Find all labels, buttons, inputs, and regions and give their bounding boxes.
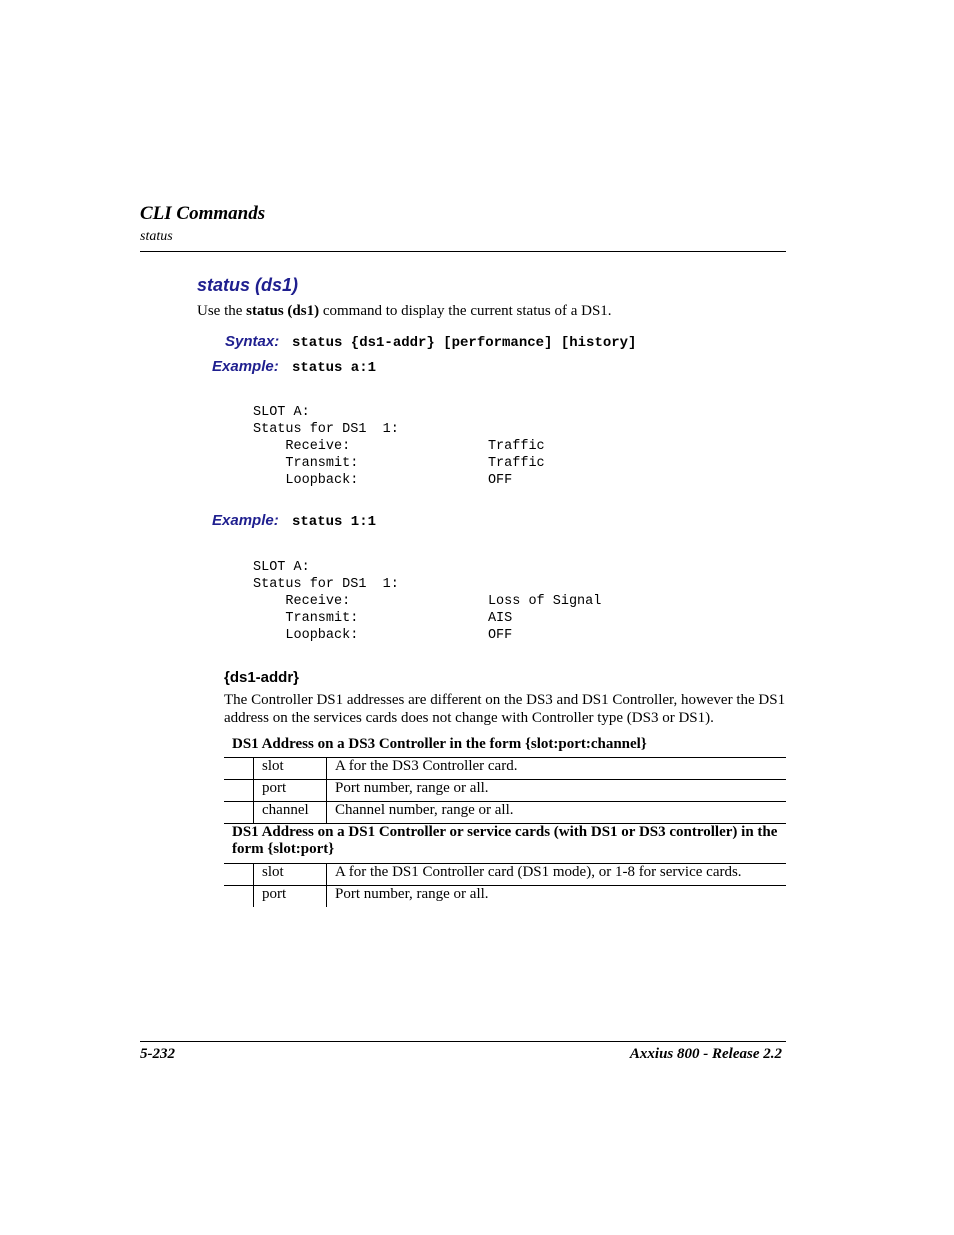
field-desc: Channel number, range or all.: [335, 802, 514, 818]
table-row: [224, 864, 786, 886]
field-desc: A for the DS3 Controller card.: [327, 758, 787, 780]
example-command-1: status a:1: [292, 360, 377, 376]
ds1-address-table: [224, 864, 786, 907]
document-title: Axxius 800 - Release 2.2: [629, 1046, 782, 1062]
header-rule: [140, 251, 786, 252]
example-output-2: SLOT A: Status for DS1 1: Receive: Loss of Signal Transmit: AIS Loopback: OFF: [253, 560, 602, 644]
table-row: [224, 780, 786, 802]
param-description: The Controller DS1 addresses are different on the DS3 and DS1 Controller, however the DS1 address on the services cards does not change with Controller type (DS3 or DS1).: [224, 692, 786, 726]
example-label-1: Example:: [212, 358, 279, 375]
intro-paragraph: [197, 303, 612, 320]
chapter-title: CLI Commands: [140, 203, 266, 224]
ds3-address-table: [224, 758, 786, 823]
field-name: slot: [254, 758, 327, 780]
syntax-line: [225, 333, 279, 351]
field-desc: A for the DS1 Controller card (DS1 mode), or 1-8 for service cards.: [327, 864, 787, 886]
ds3-table-caption: DS1 Address on a DS3 Controller in the form {slot:port:channel}: [232, 736, 647, 752]
intro-text-pre: Use the: [197, 303, 247, 319]
field-name: channel: [254, 802, 327, 824]
intro-text-post: command to display the current status of a DS1.: [319, 303, 612, 319]
table-row: [224, 886, 786, 908]
page-number: 5-232: [140, 1046, 175, 1062]
table-row: [224, 758, 786, 780]
syntax-command: status {ds1-addr} [performance] [history]: [292, 335, 637, 351]
section-title: status (ds1): [197, 275, 299, 295]
footer-rule: [140, 1041, 786, 1042]
param-heading: {ds1-addr}: [224, 669, 300, 686]
field-name: port: [254, 886, 327, 908]
intro-command: status (ds1): [246, 303, 320, 319]
field-desc: Port number, range or all.: [335, 886, 489, 902]
example-label-2: Example:: [212, 512, 279, 529]
ds1-table-caption: DS1 Address on a DS1 Controller or service cards (with DS1 or DS3 controller) in the form {slot:port}: [232, 824, 778, 857]
field-name: slot: [254, 864, 327, 886]
syntax-label: Syntax:: [225, 333, 280, 350]
field-desc: Port number, range or all.: [327, 780, 787, 802]
field-name: port: [254, 780, 327, 802]
running-subtitle: status: [140, 229, 173, 244]
example-output-1: SLOT A: Status for DS1 1: Receive: Traffic Transmit: Traffic Loopback: OFF: [253, 405, 545, 489]
table-row: [224, 802, 786, 824]
example-command-2: status 1:1: [292, 514, 377, 530]
